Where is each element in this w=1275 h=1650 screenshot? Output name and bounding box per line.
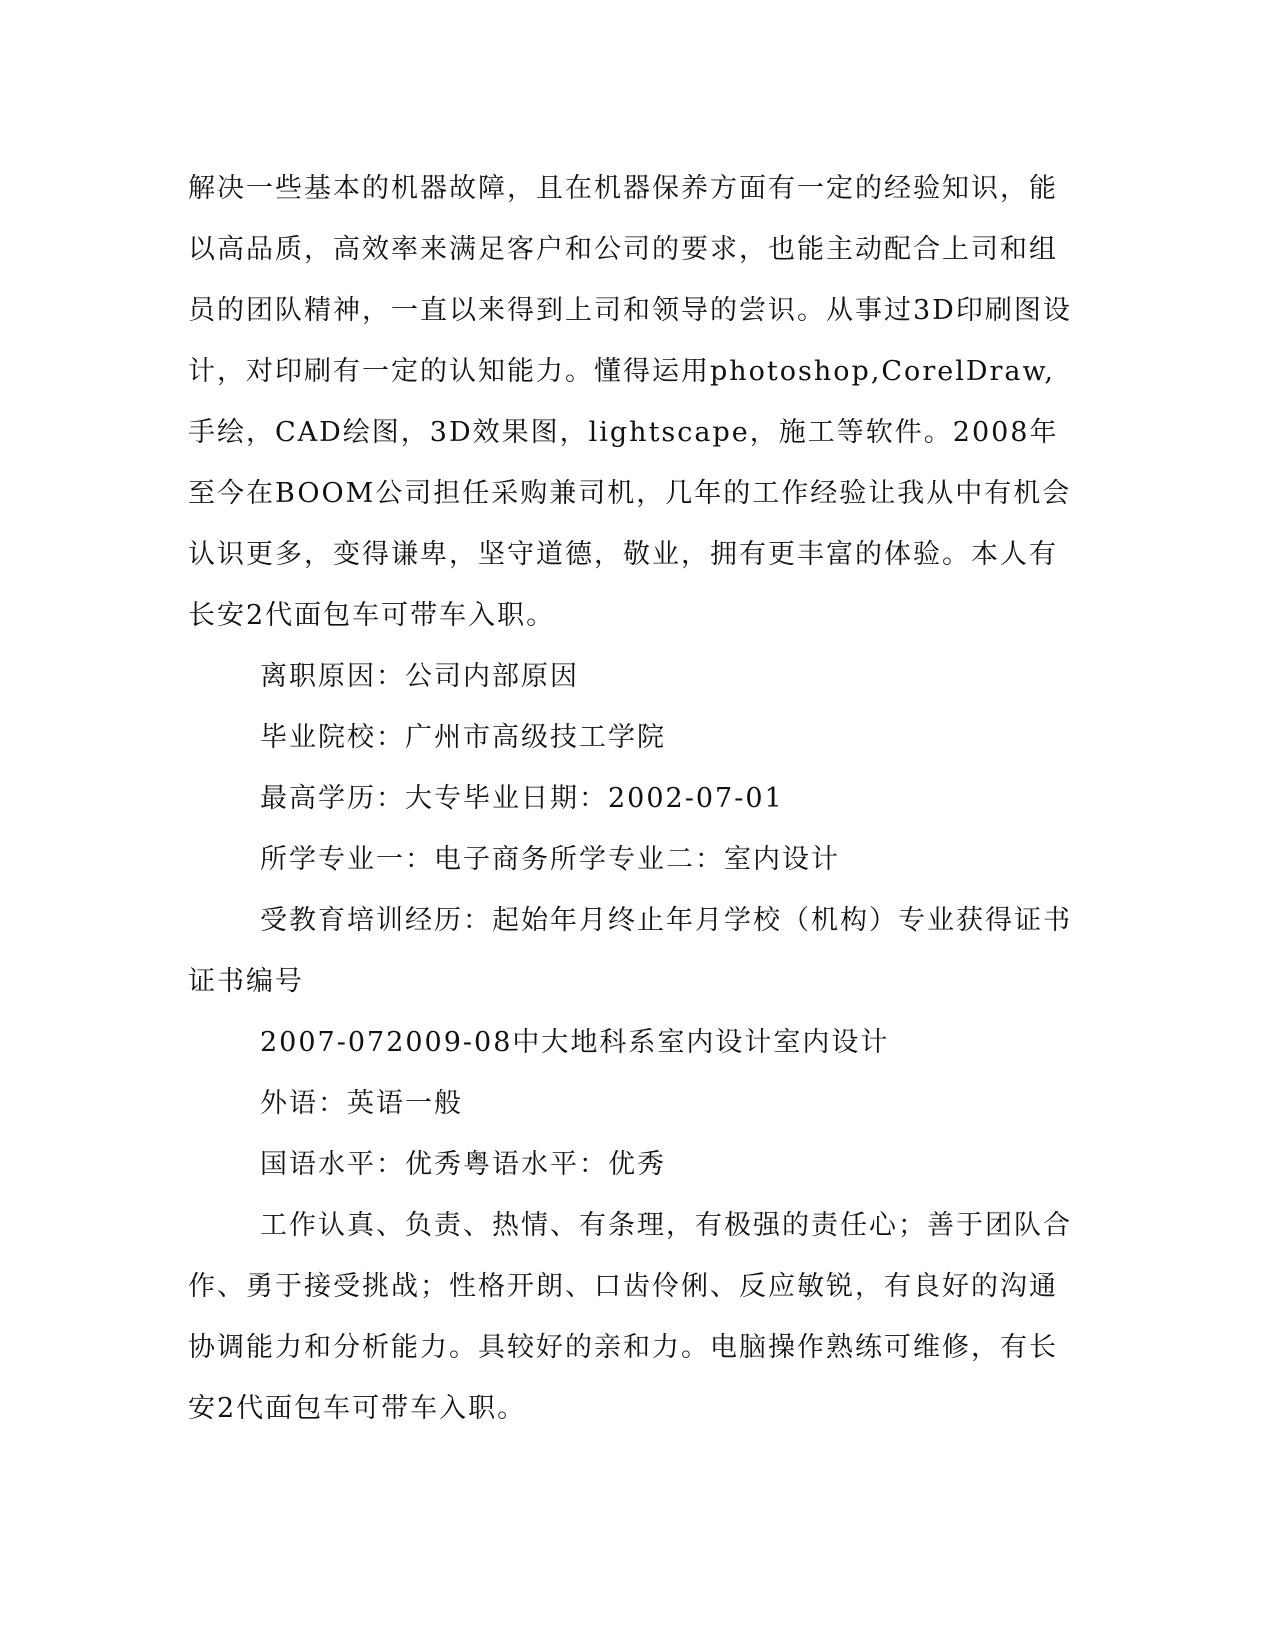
paragraph-education: 最高学历：大专毕业日期：2002-07-01 [260, 783, 784, 814]
paragraph-work-experience: 解决一些基本的机器故障，且在机器保养方面有一定的经验知识，能以高品质，高效率来满足客户和公司的要求，也能主动配合上司和组员的团队精神，一直以来得到上司和领导的尝识。从事过3D印刷图设计，对印刷有一定的认知能力。懂得运用photoshop,CorelDraw,手绘，CAD绘图，3D效果图，lightscape，施工等软件。2008年至今在BOOM公司担任采购兼司机，几年的工作经验让我从中有机会认识更多，变得谦卑，坚守道德，敬业，拥有更丰富的体验。本人有长安2代面包车可带车入职。 [188, 173, 1072, 631]
paragraph-self-evaluation: 工作认真、负责、热情、有条理，有极强的责任心；善于团队合作、勇于接受挑战；性格开朗、口齿伶俐、反应敏锐，有良好的沟通协调能力和分析能力。具较好的亲和力。电脑操作熟练可维修，有长安2代面包车可带车入职。 [188, 1210, 1072, 1424]
paragraph-foreign-language: 外语：英语一般 [260, 1088, 463, 1119]
document-body [188, 158, 1076, 1439]
paragraph-training-header: 受教育培训经历：起始年月终止年月学校（机构）专业获得证书证书编号 [188, 905, 1072, 997]
paragraph-school: 毕业院校：广州市高级技工学院 [260, 722, 666, 753]
paragraph-leaving-reason: 离职原因：公司内部原因 [260, 661, 579, 692]
paragraph-dialects: 国语水平：优秀粤语水平：优秀 [260, 1149, 666, 1180]
paragraph-major: 所学专业一：电子商务所学专业二：室内设计 [260, 844, 840, 875]
paragraph-training-row: 2007-072009-08中大地科系室内设计室内设计 [260, 1027, 890, 1058]
